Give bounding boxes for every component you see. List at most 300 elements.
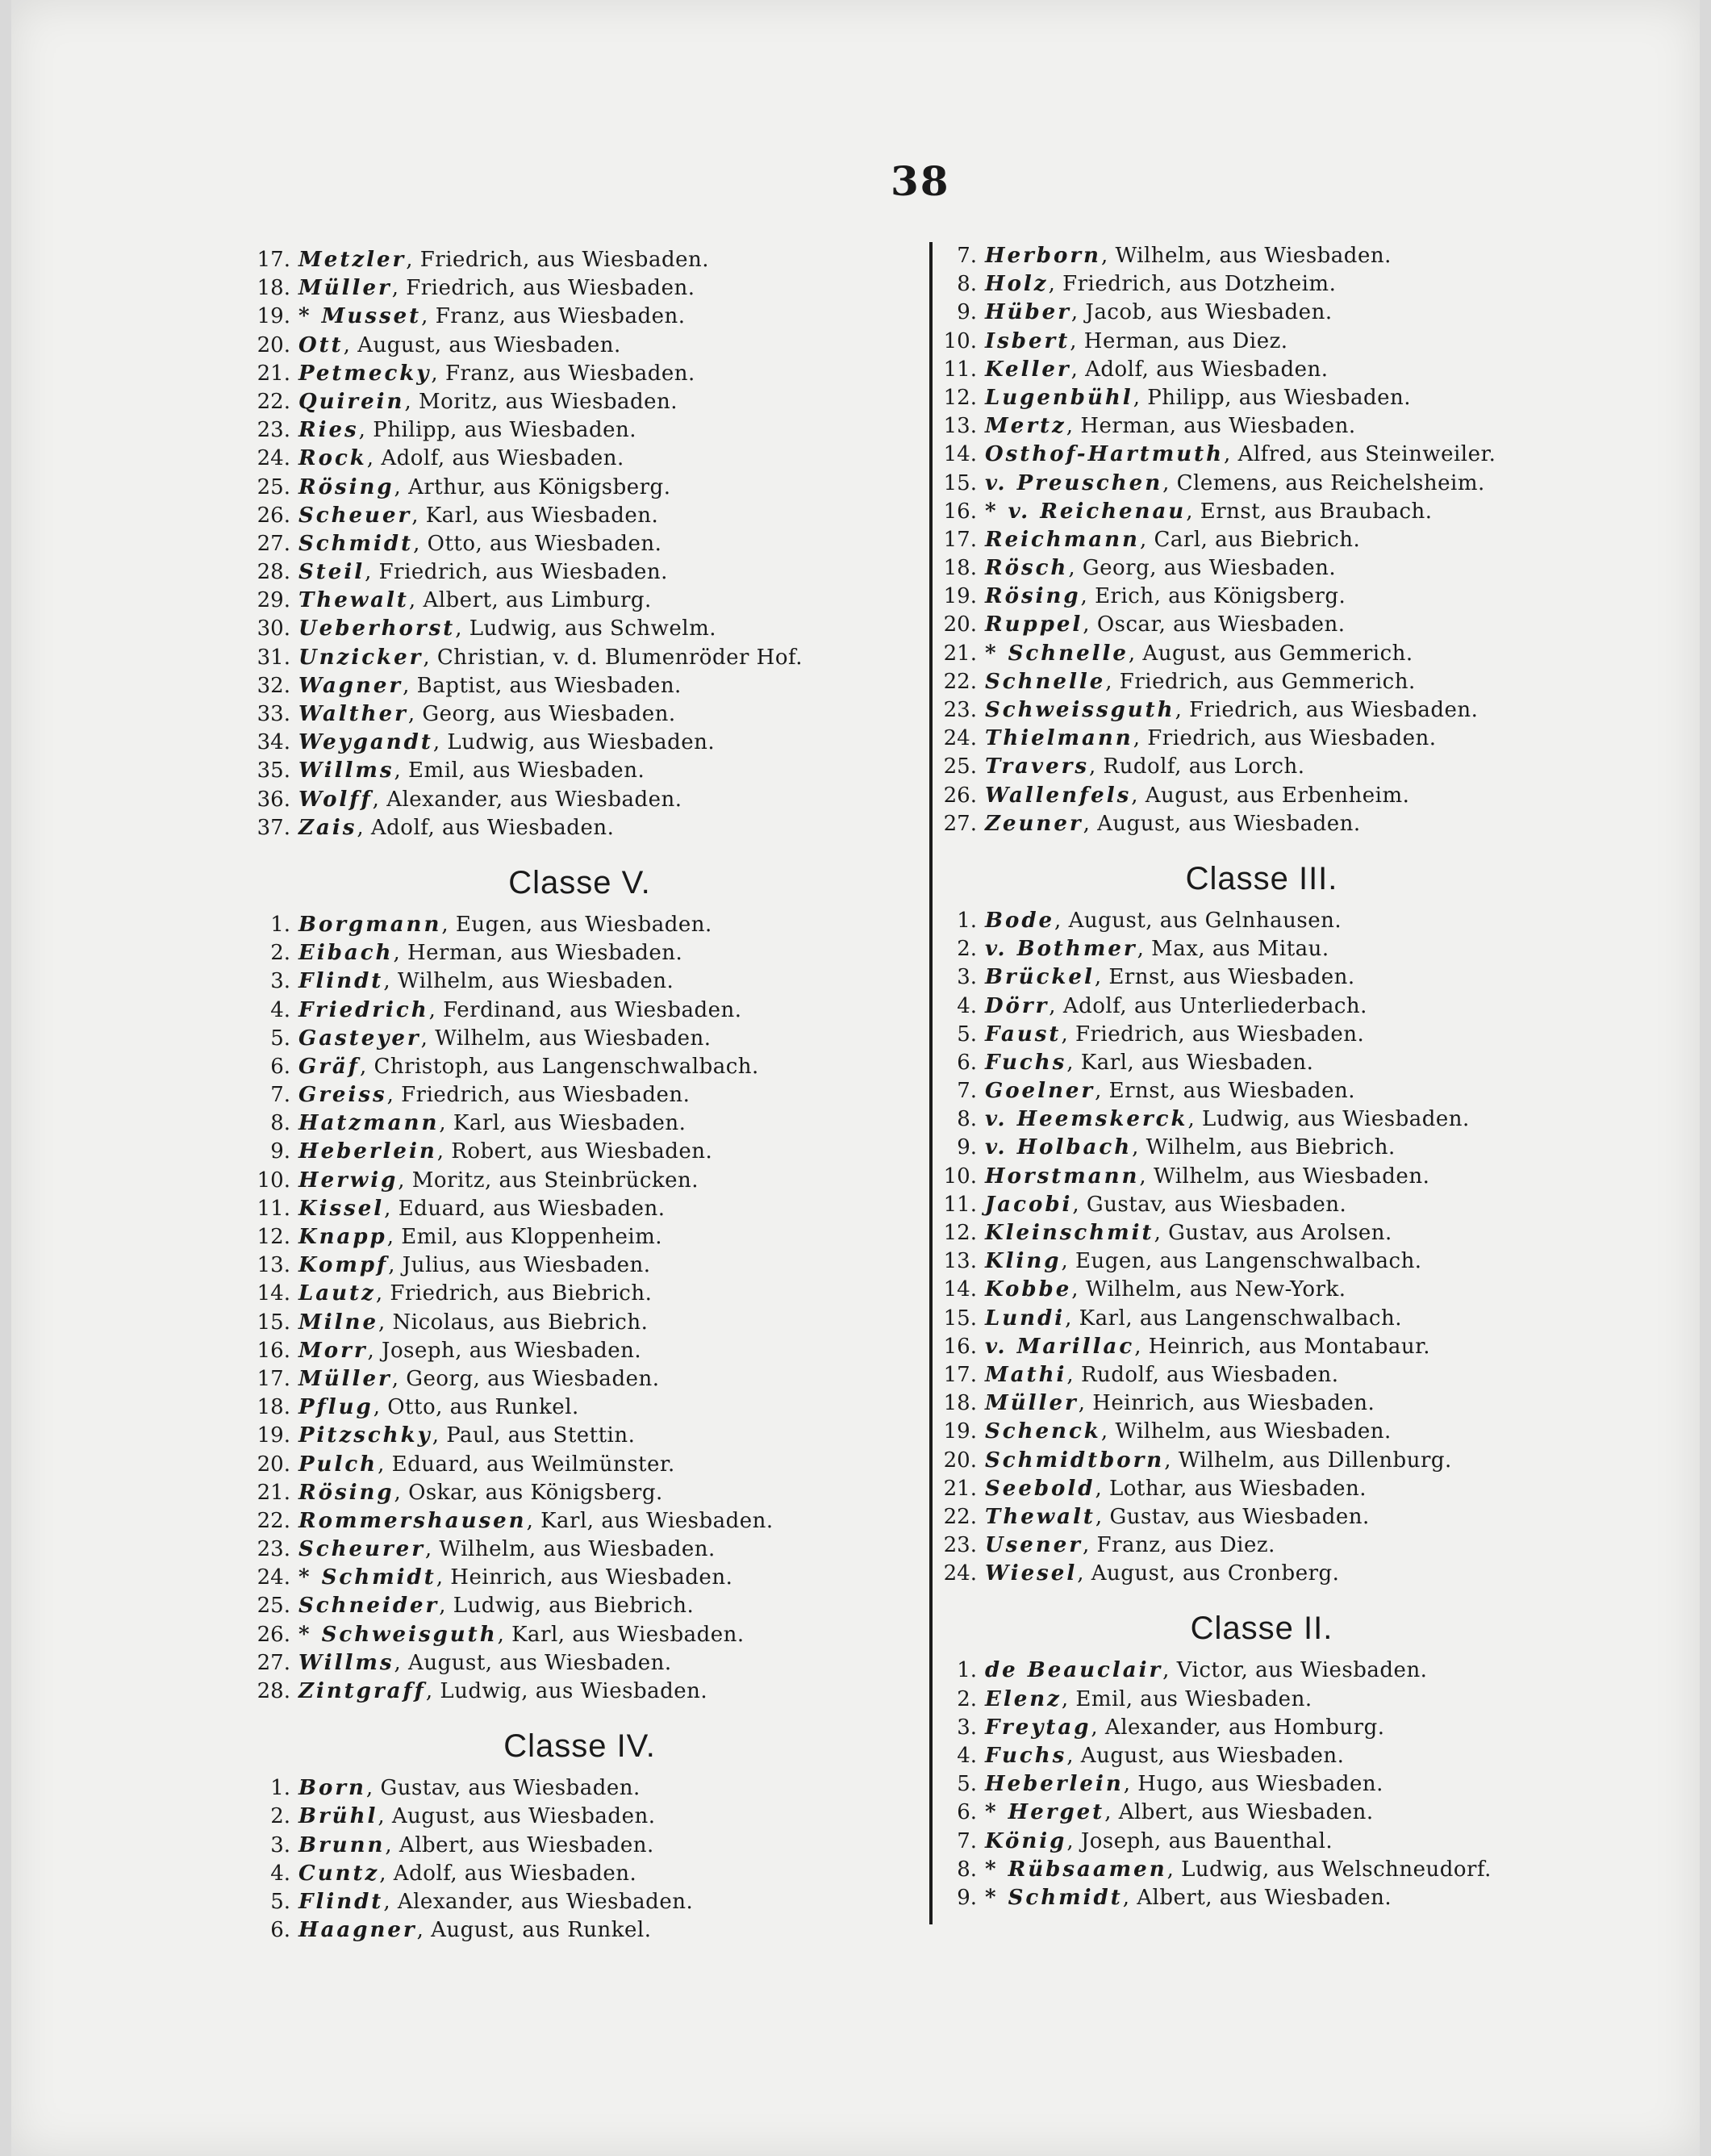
student-surname: * Musset	[298, 304, 422, 329]
entry-number: 2.	[270, 1804, 290, 1829]
student-entry	[239, 1621, 920, 1649]
student-entry	[943, 1714, 1580, 1742]
entry-number: 7.	[270, 1083, 290, 1108]
student-surname: Morr	[298, 1338, 368, 1363]
student-details: , Gustav, aus Wiesbaden.	[1095, 1504, 1370, 1529]
student-entry	[943, 1134, 1580, 1162]
student-details: , Friedrich, aus Biebrich.	[375, 1281, 653, 1306]
entry-number: 22.	[257, 1508, 290, 1533]
student-details: , Wilhelm, aus Wiesbaden.	[420, 1026, 712, 1051]
student-entry	[239, 587, 920, 615]
entry-number: 28.	[257, 1679, 290, 1703]
entry-number: 26.	[943, 783, 977, 808]
student-entry	[239, 1803, 920, 1831]
student-surname: Heberlein	[985, 1772, 1124, 1797]
student-surname: Thewalt	[985, 1504, 1095, 1529]
entry-number: 13.	[943, 1249, 977, 1274]
entry-number: 24.	[943, 1561, 977, 1586]
student-surname: Scheuer	[298, 503, 412, 528]
student-details: , Philipp, aus Wiesbaden.	[1133, 385, 1412, 410]
entry-number: 10.	[257, 1168, 290, 1193]
student-details: , Ernst, aus Braubach.	[1186, 499, 1433, 524]
student-entry	[239, 246, 920, 274]
student-entry	[239, 814, 920, 842]
student-surname: Seebold	[985, 1476, 1095, 1501]
entry-number: 18.	[257, 276, 290, 301]
student-surname: Lundi	[985, 1306, 1066, 1331]
student-entry	[239, 558, 920, 587]
student-details: , Heinrich, aus Wiesbaden.	[1078, 1391, 1375, 1416]
student-entry	[943, 1884, 1580, 1912]
student-details: , August, aus Wiesbaden.	[394, 1650, 672, 1675]
student-details: , Nicolaus, aus Biebrich.	[378, 1310, 649, 1335]
student-details: , Oscar, aus Wiesbaden.	[1083, 612, 1346, 637]
student-details: , Moritz, aus Wiesbaden.	[404, 389, 678, 414]
entry-number: 22.	[943, 1504, 977, 1529]
student-entry	[943, 1447, 1580, 1475]
entry-number: 23.	[257, 1537, 290, 1562]
student-entry	[239, 360, 920, 388]
student-entry	[943, 1418, 1580, 1446]
student-details: , Ludwig, aus Wiesbaden.	[432, 730, 716, 755]
student-details: , Herman, aus Wiesbaden.	[393, 941, 683, 966]
student-surname: Flindt	[298, 1889, 384, 1914]
student-surname: Knapp	[298, 1225, 387, 1249]
student-details: , Wilhelm, aus Dillenburg.	[1164, 1448, 1452, 1473]
student-details: , Ludwig, aus Wiesbaden.	[425, 1679, 708, 1703]
student-surname: Quirein	[298, 389, 405, 414]
entry-number: 18.	[943, 556, 977, 581]
entry-number: 13.	[943, 414, 977, 439]
entry-number: 14.	[943, 442, 977, 467]
entry-number: 15.	[943, 470, 977, 495]
student-details: , Christoph, aus Langenschwalbach.	[359, 1054, 759, 1079]
student-entry	[943, 725, 1580, 753]
student-entry	[239, 1337, 920, 1365]
student-entry	[943, 1247, 1580, 1276]
student-surname: Schmidt	[298, 531, 414, 556]
student-surname: Dörr	[985, 993, 1050, 1018]
student-entry	[239, 1536, 920, 1564]
student-details: , Karl, aus Langenschwalbach.	[1065, 1306, 1402, 1331]
student-surname: Ott	[298, 332, 344, 357]
entry-number: 1.	[957, 908, 977, 933]
student-details: , Franz, aus Wiesbaden.	[431, 361, 695, 386]
student-details: , Erich, aus Königsberg.	[1080, 584, 1346, 609]
student-entry	[943, 1560, 1580, 1588]
student-surname: Schneider	[298, 1594, 440, 1619]
student-details: , Ludwig, aus Welschneudorf.	[1166, 1857, 1492, 1882]
student-details: , Ferdinand, aus Wiesbaden.	[428, 997, 742, 1022]
student-details: , Moritz, aus Steinbrücken.	[398, 1168, 699, 1193]
entry-number: 20.	[257, 332, 290, 357]
student-details: , Adolf, aus Wiesbaden.	[379, 1861, 637, 1886]
student-entry	[943, 1219, 1580, 1247]
student-surname: Wagner	[298, 673, 403, 698]
entry-number: 19.	[257, 1423, 290, 1448]
student-details: , Alfred, aus Steinweiler.	[1224, 442, 1496, 467]
student-surname: Reichmann	[985, 527, 1140, 552]
student-details: , August, aus Gelnhausen.	[1054, 908, 1342, 933]
student-surname: Thewalt	[298, 588, 409, 613]
student-details: , Joseph, aus Bauenthal.	[1066, 1828, 1333, 1853]
student-entry	[943, 782, 1580, 810]
student-surname: Müller	[298, 1366, 392, 1391]
class-heading: Classe IV.	[503, 1728, 656, 1765]
student-surname: Walther	[298, 702, 408, 726]
entry-number: 8.	[957, 1857, 977, 1882]
student-surname: Keller	[985, 357, 1071, 382]
entry-number: 33.	[257, 702, 290, 726]
student-surname: Elenz	[985, 1686, 1062, 1711]
student-entry	[239, 332, 920, 360]
student-surname: * Schweisguth	[298, 1622, 498, 1647]
student-details: , Friedrich, aus Wiesbaden.	[391, 276, 695, 301]
student-surname: Weygandt	[298, 730, 433, 755]
student-details: , Clemens, aus Reichelsheim.	[1162, 470, 1485, 495]
entry-number: 19.	[943, 584, 977, 609]
student-surname: Ries	[298, 418, 359, 443]
student-entry	[943, 328, 1580, 356]
entry-number: 2.	[270, 941, 290, 966]
student-entry	[239, 474, 920, 502]
student-details: , Wilhelm, aus Biebrich.	[1132, 1135, 1396, 1160]
entry-number: 25.	[257, 474, 290, 499]
entry-number: 4.	[270, 1861, 290, 1886]
student-entry	[943, 470, 1580, 498]
entry-number: 1.	[270, 1776, 290, 1801]
student-surname: Kling	[985, 1249, 1062, 1274]
student-surname: Willms	[298, 758, 394, 783]
student-details: , Alexander, aus Homburg.	[1091, 1715, 1385, 1740]
entry-number: 17.	[943, 1362, 977, 1387]
student-entry	[943, 1361, 1580, 1389]
student-surname: Freytag	[985, 1715, 1091, 1740]
student-entry	[239, 757, 920, 785]
student-surname: Isbert	[985, 328, 1070, 353]
entry-number: 22.	[257, 389, 290, 414]
student-details: , Adolf, aus Wiesbaden.	[1070, 357, 1329, 382]
student-details: , Adolf, aus Wiesbaden.	[366, 446, 624, 471]
student-entry	[239, 1393, 920, 1422]
entry-number: 5.	[270, 1026, 290, 1051]
student-details: , Oskar, aus Königsberg.	[394, 1480, 663, 1505]
entry-number: 10.	[943, 328, 977, 353]
student-surname: Travers	[985, 754, 1089, 779]
entry-number: 6.	[270, 1918, 290, 1943]
student-entry	[943, 1828, 1580, 1856]
student-surname: Zais	[298, 815, 357, 840]
student-surname: Unzicker	[298, 645, 424, 670]
entry-number: 31.	[257, 645, 290, 670]
entry-number: 7.	[957, 244, 977, 268]
student-entry	[943, 1021, 1580, 1049]
student-details: , August, aus Wiesbaden.	[343, 332, 621, 357]
student-surname: Flindt	[298, 969, 384, 994]
student-surname: Rösing	[298, 474, 394, 499]
student-details: , Wilhelm, aus Wiesbaden.	[1100, 1419, 1392, 1444]
student-surname: Friedrich	[298, 997, 429, 1022]
entry-number: 23.	[257, 418, 290, 443]
entry-number: 1.	[957, 1658, 977, 1683]
student-surname: Eibach	[298, 941, 394, 966]
student-entry	[239, 672, 920, 700]
student-entry	[943, 1163, 1580, 1191]
student-details: , Rudolf, aus Lorch.	[1089, 754, 1305, 779]
entry-number: 11.	[943, 1192, 977, 1217]
left-column	[239, 246, 920, 1945]
student-surname: * Schmidt	[298, 1565, 436, 1590]
student-details: , Ernst, aus Wiesbaden.	[1095, 1079, 1355, 1104]
student-entry	[239, 1592, 920, 1620]
entry-number: 8.	[957, 272, 977, 297]
entry-number: 20.	[943, 1448, 977, 1473]
entry-number: 5.	[270, 1889, 290, 1914]
entry-number: 3.	[957, 1715, 977, 1740]
student-details: , Jacob, aus Wiesbaden.	[1070, 300, 1333, 325]
student-entry	[943, 412, 1580, 441]
entry-number: 20.	[257, 1452, 290, 1477]
student-details: , Otto, aus Wiesbaden.	[413, 531, 662, 556]
student-surname: Kissel	[298, 1196, 385, 1221]
student-surname: v. Bothmer	[985, 937, 1137, 962]
student-details: , Karl, aus Wiesbaden.	[411, 503, 659, 528]
student-entry	[239, 274, 920, 303]
entry-number: 26.	[257, 503, 290, 528]
student-details: , Arthur, aus Königsberg.	[394, 474, 671, 499]
student-details: , August, aus Gemmerich.	[1128, 641, 1413, 666]
student-entry	[943, 384, 1580, 412]
student-entry	[239, 700, 920, 729]
entry-number: 3.	[957, 965, 977, 990]
entry-number: 2.	[957, 937, 977, 962]
student-surname: Mertz	[985, 414, 1066, 439]
student-entry	[943, 1531, 1580, 1560]
student-details: , Herman, aus Wiesbaden.	[1066, 414, 1356, 439]
student-surname: Schmidtborn	[985, 1448, 1165, 1473]
student-entry	[239, 1167, 920, 1195]
student-surname: Rösing	[985, 584, 1081, 609]
student-surname: Rommershausen	[298, 1508, 527, 1533]
student-entry	[943, 907, 1580, 935]
student-entry	[943, 498, 1580, 526]
entry-number: 15.	[943, 1306, 977, 1331]
student-details: , Friedrich, aus Wiesbaden.	[386, 1083, 691, 1108]
student-surname: Gräf	[298, 1054, 360, 1079]
student-entry	[239, 939, 920, 967]
student-surname: Gasteyer	[298, 1026, 421, 1051]
student-entry	[943, 554, 1580, 583]
page-number: 38	[891, 157, 950, 205]
student-entry	[239, 997, 920, 1025]
entry-number: 29.	[257, 588, 290, 613]
entry-number: 17.	[943, 527, 977, 552]
student-details: , Albert, aus Wiesbaden.	[1122, 1885, 1392, 1910]
student-surname: Willms	[298, 1650, 394, 1675]
entry-number: 12.	[943, 1221, 977, 1245]
entry-number: 22.	[943, 669, 977, 694]
entry-number: 34.	[257, 730, 290, 755]
student-entry	[239, 1916, 920, 1945]
student-surname: Müller	[985, 1391, 1079, 1416]
entry-number: 4.	[957, 1744, 977, 1768]
student-details: , Adolf, aus Unterliederbach.	[1049, 993, 1367, 1018]
student-surname: v. Marillac	[985, 1334, 1135, 1359]
student-entry	[943, 1389, 1580, 1418]
entry-number: 9.	[957, 300, 977, 325]
student-details: , Emil, aus Kloppenheim.	[386, 1225, 663, 1249]
entry-number: 16.	[943, 1334, 977, 1359]
student-details: , Albert, aus Wiesbaden.	[385, 1832, 654, 1857]
student-details: , Hugo, aus Wiesbaden.	[1123, 1772, 1383, 1797]
entry-number: 30.	[257, 616, 290, 641]
student-entry	[943, 526, 1580, 554]
entry-number: 24.	[943, 726, 977, 751]
student-surname: Kobbe	[985, 1277, 1072, 1302]
student-surname: Wallenfels	[985, 783, 1132, 808]
student-surname: Herwig	[298, 1168, 399, 1193]
student-details: , Friedrich, aus Gemmerich.	[1105, 669, 1416, 694]
entry-number: 17.	[257, 248, 290, 272]
entry-number: 24.	[257, 1565, 290, 1590]
student-entry	[239, 1564, 920, 1592]
student-entry	[943, 299, 1580, 327]
student-entry	[943, 753, 1580, 781]
student-surname: Borgmann	[298, 912, 442, 937]
entry-number: 11.	[257, 1196, 290, 1221]
student-details: , Alexander, aus Wiesbaden.	[383, 1889, 694, 1914]
entry-number: 20.	[943, 612, 977, 637]
student-entry	[943, 1799, 1580, 1827]
entry-number: 6.	[957, 1800, 977, 1825]
entry-number: 26.	[257, 1622, 290, 1647]
student-surname: * Schnelle	[985, 641, 1129, 666]
student-entry	[943, 611, 1580, 639]
student-details: , August, aus Wiesbaden.	[378, 1804, 656, 1829]
student-surname: Lugenbühl	[985, 385, 1133, 410]
student-entry	[943, 1686, 1580, 1714]
student-entry	[239, 1081, 920, 1109]
student-surname: Ruppel	[985, 612, 1083, 637]
student-details: , Victor, aus Wiesbaden.	[1162, 1658, 1428, 1683]
student-surname: Hatzmann	[298, 1111, 440, 1136]
entry-number: 16.	[257, 1338, 290, 1363]
student-details: , Friedrich, aus Wiesbaden.	[1133, 726, 1437, 751]
student-entry	[239, 1479, 920, 1507]
student-details: , Gustav, aus Wiesbaden.	[365, 1776, 641, 1801]
student-entry	[943, 1475, 1580, 1503]
student-details: , Franz, aus Wiesbaden.	[421, 304, 686, 329]
student-details: , Baptist, aus Wiesbaden.	[403, 673, 682, 698]
student-entry	[239, 967, 920, 996]
student-surname: Schweissguth	[985, 698, 1175, 722]
student-details: , Friedrich, aus Dotzheim.	[1048, 272, 1337, 297]
student-entry	[943, 1333, 1580, 1361]
entry-number: 25.	[943, 754, 977, 779]
student-surname: Greiss	[298, 1083, 387, 1108]
student-details: , August, aus Wiesbaden.	[1083, 811, 1361, 836]
student-entry	[943, 1742, 1580, 1770]
student-details: , Heinrich, aus Wiesbaden.	[436, 1565, 733, 1590]
student-details: , Eduard, aus Wiesbaden.	[384, 1196, 666, 1221]
entry-number: 8.	[957, 1107, 977, 1132]
student-surname: * v. Reichenau	[985, 499, 1187, 524]
student-surname: Wolff	[298, 787, 373, 812]
entry-number: 7.	[957, 1828, 977, 1853]
entry-number: 19.	[257, 304, 290, 329]
student-details: , Wilhelm, aus Wiesbaden.	[1100, 244, 1392, 268]
entry-number: 25.	[257, 1594, 290, 1619]
entry-number: 4.	[270, 997, 290, 1022]
entry-number: 2.	[957, 1686, 977, 1711]
student-surname: Thielmann	[985, 726, 1133, 751]
student-details: , Eugen, aus Wiesbaden.	[441, 912, 712, 937]
student-details: , Gustav, aus Arolsen.	[1154, 1221, 1392, 1245]
entry-number: 9.	[270, 1139, 290, 1164]
student-entry	[943, 1856, 1580, 1884]
entry-number: 32.	[257, 673, 290, 698]
student-details: , Karl, aus Wiesbaden.	[497, 1622, 745, 1647]
student-surname: Metzler	[298, 248, 407, 272]
entry-number: 4.	[957, 993, 977, 1018]
entry-number: 13.	[257, 1253, 290, 1278]
entry-number: 37.	[257, 815, 290, 840]
student-surname: Brückel	[985, 965, 1095, 990]
entry-number: 14.	[943, 1277, 977, 1302]
student-details: , Franz, aus Diez.	[1083, 1533, 1275, 1558]
student-details: , Philipp, aus Wiesbaden.	[358, 418, 637, 443]
student-surname: Haagner	[298, 1918, 417, 1943]
student-entry	[239, 1109, 920, 1138]
entry-number: 6.	[957, 1050, 977, 1075]
student-entry	[239, 445, 920, 473]
student-details: , Christian, v. d. Blumenröder Hof.	[423, 645, 803, 670]
entry-number: 36.	[257, 787, 290, 812]
student-entry	[239, 615, 920, 643]
entry-number: 9.	[957, 1885, 977, 1910]
entry-number: 10.	[943, 1164, 977, 1189]
student-entry	[943, 668, 1580, 696]
column-divider	[929, 242, 933, 1924]
student-details: , Friedrich, aus Wiesbaden.	[406, 248, 709, 272]
student-surname: Faust	[985, 1022, 1062, 1047]
student-entry	[239, 1053, 920, 1081]
student-details: , Herman, aus Diez.	[1070, 328, 1288, 353]
entry-number: 6.	[270, 1054, 290, 1079]
entry-number: 27.	[943, 811, 977, 836]
student-details: , Karl, aus Wiesbaden.	[526, 1508, 774, 1533]
student-details: , Friedrich, aus Wiesbaden.	[1175, 698, 1479, 722]
student-surname: Rösch	[985, 556, 1069, 581]
entry-number: 9.	[957, 1135, 977, 1160]
entry-number: 27.	[257, 1650, 290, 1675]
student-entry	[239, 1507, 920, 1536]
student-surname: v. Preuschen	[985, 470, 1163, 495]
student-entry	[239, 1195, 920, 1223]
student-details: , Alexander, aus Wiesbaden.	[372, 787, 682, 812]
student-entry	[943, 583, 1580, 611]
student-entry	[239, 416, 920, 445]
entry-number: 24.	[257, 446, 290, 471]
student-details: , Karl, aus Wiesbaden.	[1066, 1050, 1314, 1075]
student-surname: Brunn	[298, 1832, 386, 1857]
student-details: , August, aus Wiesbaden.	[1066, 1744, 1345, 1768]
student-entry	[239, 530, 920, 558]
student-surname: de Beauclair	[985, 1658, 1163, 1683]
entry-number: 16.	[943, 499, 977, 524]
student-surname: * Schmidt	[985, 1885, 1123, 1910]
student-surname: Kleinschmit	[985, 1221, 1154, 1245]
